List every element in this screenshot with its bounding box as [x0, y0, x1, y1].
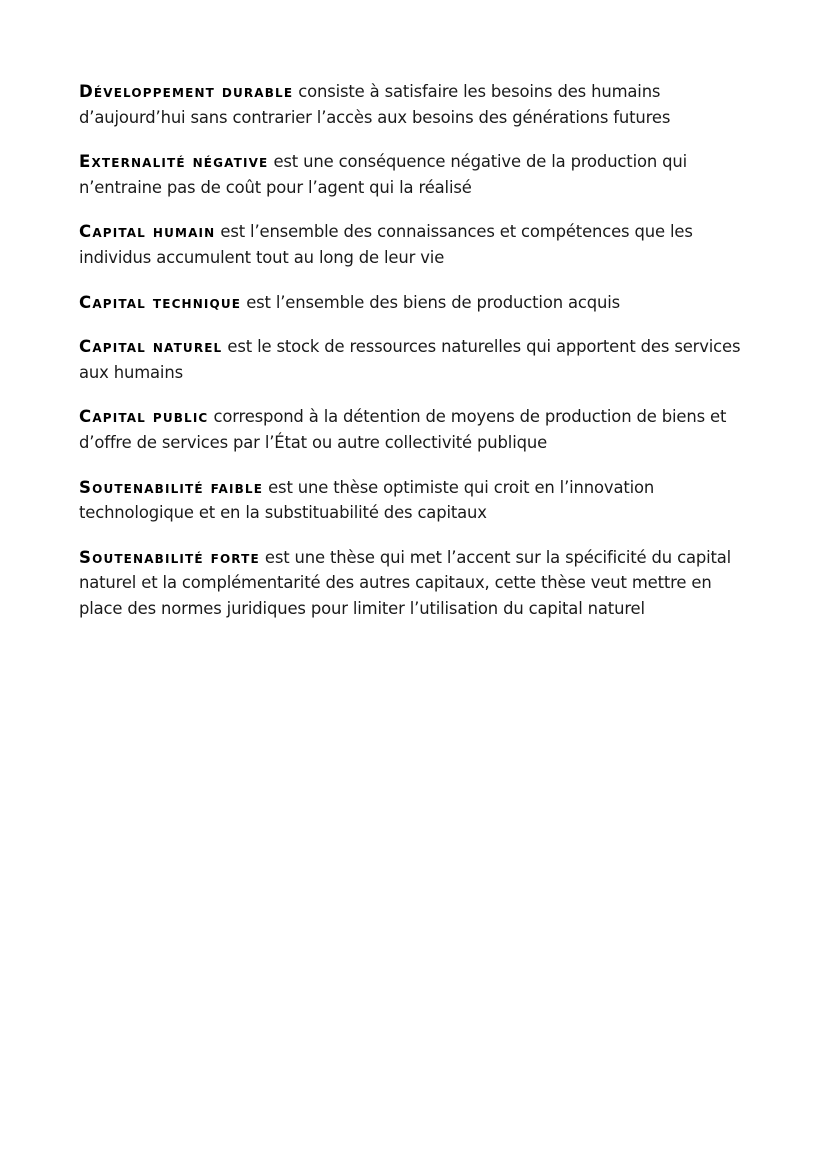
- definition-text: correspond à la détention de moyens de production de biens et d’offre de services par l’État ou autre collectivité publique: [79, 407, 727, 452]
- definition-developpement-durable: [79, 79, 749, 130]
- term-label: Capital humain: [79, 222, 216, 242]
- definition-capital-public: [79, 404, 749, 455]
- term-label: Soutenabilité faible: [79, 477, 264, 497]
- term-label: Développement durable: [79, 82, 294, 101]
- term-label: Soutenabilité forte: [79, 547, 260, 567]
- definition-text: est une conséquence négative de la production qui n’entraine pas de coût pour l’agent qui la réalisé: [79, 152, 688, 197]
- definition-text: consiste à satisfaire les besoins des humains d’aujourd’hui sans contrarier l’accès aux besoins des générations futures: [79, 82, 671, 127]
- definition-text: est le stock de ressources naturelles qui apportent des services aux humains: [79, 337, 741, 382]
- term-label: Capital public: [79, 407, 209, 427]
- term-label: Externalité négative: [79, 152, 269, 172]
- definition-soutenabilite-faible: [79, 475, 749, 526]
- definition-capital-naturel: [79, 334, 749, 385]
- definition-text: est l’ensemble des biens de production acquis: [246, 292, 621, 312]
- term-label: Capital naturel: [79, 337, 223, 357]
- definition-text: est une thèse qui met l’accent sur la spécificité du capital naturel et la complémentarité des autres capitaux, cette thèse veut mettre en place des normes juridiques pour limiter l’utilisation du capital naturel: [79, 547, 732, 618]
- definitions-page: [79, 79, 749, 641]
- definition-capital-humain: [79, 219, 749, 270]
- definition-text: est l’ensemble des connaissances et compétences que les individus accumulent tout au long de leur vie: [79, 222, 693, 267]
- definition-text: est une thèse optimiste qui croit en l’innovation technologique et en la substituabilité des capitaux: [79, 477, 655, 523]
- definition-capital-technique: [79, 290, 749, 316]
- definition-soutenabilite-forte: [79, 545, 749, 622]
- term-label: Capital technique: [79, 292, 242, 312]
- definition-externalite-negative: [79, 149, 749, 200]
